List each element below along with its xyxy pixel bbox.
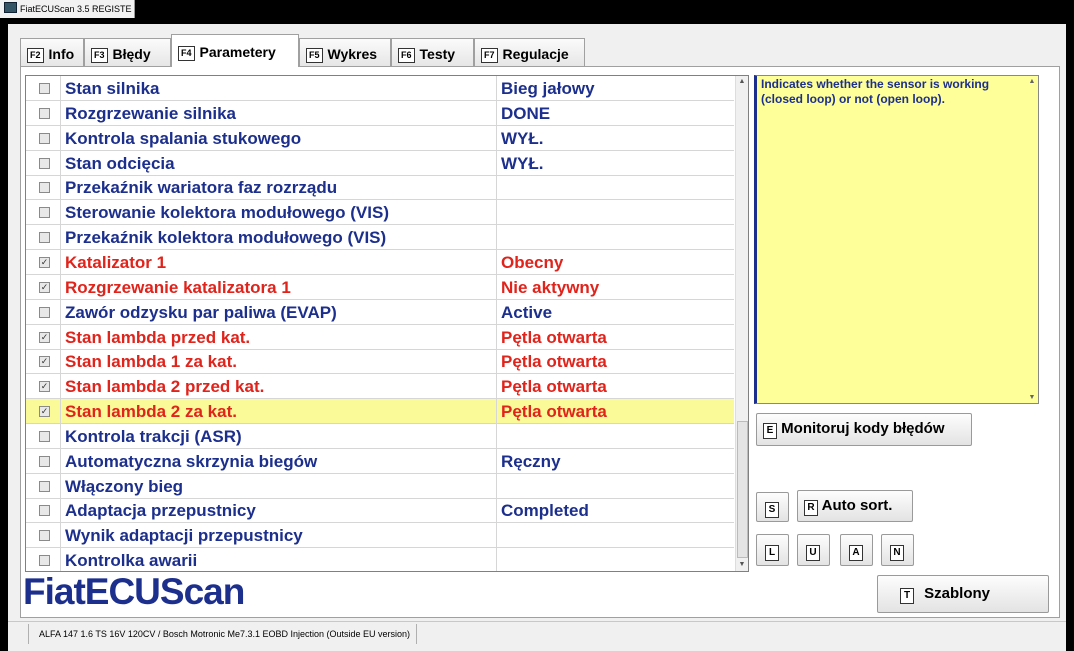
parameters-table [25, 75, 749, 572]
u-button[interactable] [797, 534, 830, 566]
app-icon [4, 2, 17, 13]
parameter-name: Kontrola trakcji (ASR) [65, 426, 242, 446]
column-divider [496, 399, 497, 423]
scroll-down-icon[interactable]: ▼ [1028, 394, 1036, 401]
parameter-name: Stan lambda przed kat. [65, 327, 251, 347]
scroll-thumb[interactable] [737, 421, 748, 558]
row-checkbox[interactable]: ✓ [40, 281, 49, 292]
parameter-name: Stan silnika [65, 79, 160, 98]
scroll-up-icon[interactable]: ▲ [1028, 78, 1036, 85]
column-divider [60, 101, 61, 125]
tab-chart[interactable] [299, 38, 391, 66]
parameter-name: Rozgrzewanie katalizatora 1 [65, 277, 291, 297]
parameter-name: Zawór odzysku par paliwa (EVAP) [65, 302, 337, 322]
parameter-name: Sterowanie kolektora modułowego (VIS) [65, 203, 389, 223]
parameter-value: Active [501, 302, 553, 322]
parameter-name: Kontrolka awarii [65, 551, 198, 571]
column-divider [60, 151, 61, 175]
column-divider [496, 275, 497, 299]
column-divider [496, 126, 497, 150]
table-row[interactable] [26, 200, 734, 225]
parameter-name: Stan lambda 1 za kat. [65, 352, 237, 372]
table-row[interactable] [26, 300, 734, 325]
parameter-name: Przekaźnik kolektora modułowego (VIS) [65, 228, 387, 248]
tab-label: Parametery [199, 44, 276, 60]
table-row[interactable] [26, 101, 734, 126]
column-divider [496, 225, 497, 249]
parameter-value: DONE [501, 103, 551, 123]
row-checkbox[interactable] [39, 431, 50, 442]
table-row[interactable] [26, 151, 734, 176]
row-checkbox[interactable] [39, 530, 50, 541]
title-bar [0, 0, 135, 18]
row-checkbox[interactable] [39, 481, 50, 492]
table-scrollbar[interactable] [735, 76, 748, 571]
f4-key-icon: F4 [178, 46, 195, 61]
description-panel [754, 75, 1039, 404]
parameter-name: Rozgrzewanie silnika [65, 103, 236, 123]
description-text: Indicates whether the sensor is working (closed loop) or not (open loop). [761, 77, 990, 106]
t-key-icon: T [900, 588, 914, 604]
main-window [8, 24, 1066, 651]
button-label: Monitoruj kody błędów [781, 420, 945, 437]
parameter-name: Automatyczna skrzynia biegów [65, 451, 318, 471]
column-divider [60, 200, 61, 224]
parameter-name: Stan odcięcia [65, 153, 175, 173]
table-row[interactable] [26, 225, 734, 250]
templates-button[interactable] [877, 575, 1049, 613]
f2-key-icon: F2 [27, 48, 44, 63]
button-label: Szablony [924, 585, 991, 602]
column-divider [60, 175, 61, 199]
column-divider [60, 349, 61, 373]
table-row[interactable] [26, 349, 734, 374]
column-divider [496, 250, 497, 274]
parameter-value: Completed [501, 501, 589, 521]
parameter-value: WYŁ. [501, 153, 544, 173]
app-logo: FiatECUScan [23, 571, 245, 612]
row-checkbox[interactable] [39, 555, 50, 566]
tab-parameters[interactable] [171, 34, 299, 67]
table-row[interactable] [26, 76, 734, 101]
column-divider [496, 374, 497, 398]
description-scrollbar[interactable] [1026, 76, 1038, 403]
column-divider [60, 474, 61, 498]
row-checkbox[interactable] [39, 133, 50, 144]
parameter-value: Nie aktywny [501, 277, 600, 297]
r-key-icon: R [804, 500, 818, 516]
e-key-icon: E [763, 423, 777, 439]
column-divider [60, 523, 61, 547]
column-divider [496, 175, 497, 199]
parameter-name: Stan lambda 2 za kat. [65, 402, 237, 422]
tab-tests[interactable] [391, 38, 474, 66]
parameter-value: Bieg jałowy [501, 79, 595, 98]
column-divider [60, 76, 61, 100]
parameter-value: Pętla otwarta [501, 327, 607, 347]
l-button[interactable] [756, 534, 789, 566]
a-button[interactable] [840, 534, 873, 566]
row-checkbox[interactable] [39, 83, 50, 94]
parameter-value: Ręczny [501, 451, 561, 471]
row-checkbox[interactable] [39, 505, 50, 516]
tab-label: Info [48, 46, 75, 62]
column-divider [496, 151, 497, 175]
column-divider [60, 374, 61, 398]
parameter-name: Wynik adaptacji przepustnicy [65, 526, 303, 546]
table-row[interactable] [26, 250, 734, 275]
vehicle-status-text: ALFA 147 1.6 TS 16V 120CV / Bosch Motronic Me7.3.1 EOBD Injection (Outside EU version) [28, 624, 417, 644]
auto-sort-button[interactable] [797, 490, 913, 522]
table-row[interactable] [26, 325, 734, 350]
scroll-down-icon[interactable]: ▼ [738, 561, 746, 568]
row-checkbox[interactable]: ✓ [40, 406, 49, 417]
column-divider [496, 325, 497, 349]
column-divider [60, 449, 61, 473]
tab-label: Testy [419, 46, 456, 62]
row-checkbox[interactable] [39, 456, 50, 467]
row-checkbox[interactable] [39, 307, 50, 318]
column-divider [496, 449, 497, 473]
parameter-value: Pętla otwarta [501, 402, 607, 422]
row-checkbox[interactable] [39, 108, 50, 119]
column-divider [496, 474, 497, 498]
column-divider [60, 250, 61, 274]
parameter-name: Katalizator 1 [65, 252, 167, 272]
status-bar [8, 621, 1066, 646]
row-checkbox[interactable] [39, 207, 50, 218]
f7-key-icon: F7 [481, 48, 498, 63]
column-divider [496, 523, 497, 547]
parameter-name: Stan lambda 2 przed kat. [65, 377, 265, 397]
parameter-value: Obecny [501, 252, 564, 272]
parameter-value: WYŁ. [501, 128, 544, 148]
table-row[interactable] [26, 175, 734, 200]
f6-key-icon: F6 [398, 48, 415, 63]
table-row[interactable] [26, 523, 734, 548]
column-divider [496, 498, 497, 522]
column-divider [496, 76, 497, 100]
parameter-value: Pętla otwarta [501, 352, 607, 372]
column-divider [60, 498, 61, 522]
tab-label: Błędy [112, 46, 151, 62]
parameter-name: Włączony bieg [65, 476, 184, 496]
tab-errors[interactable] [84, 38, 171, 66]
table-row[interactable] [26, 275, 734, 300]
table-row[interactable] [26, 126, 734, 151]
table-row[interactable] [26, 449, 734, 474]
tab-info[interactable] [20, 38, 84, 66]
tab-label: Wykres [327, 46, 378, 62]
column-divider [60, 548, 61, 572]
f5-key-icon: F5 [306, 48, 323, 63]
column-divider [60, 424, 61, 448]
row-checkbox[interactable] [39, 182, 50, 193]
row-checkbox[interactable] [39, 158, 50, 169]
table-row[interactable] [26, 374, 734, 399]
n-button[interactable] [881, 534, 914, 566]
tab-label: Regulacje [502, 46, 569, 62]
table-row[interactable] [26, 498, 734, 523]
scroll-up-icon[interactable]: ▲ [738, 78, 746, 85]
tab-adjustments[interactable] [474, 38, 585, 66]
column-divider [496, 200, 497, 224]
row-checkbox[interactable] [39, 232, 50, 243]
row-checkbox[interactable]: ✓ [40, 331, 49, 342]
s-key-icon: S [765, 502, 779, 518]
row-checkbox[interactable]: ✓ [40, 256, 49, 267]
parameter-name: Kontrola spalania stukowego [65, 128, 302, 148]
monitor-error-codes-button[interactable] [756, 413, 972, 446]
column-divider [496, 548, 497, 572]
column-divider [496, 101, 497, 125]
s-button[interactable] [756, 492, 789, 522]
column-divider [60, 126, 61, 150]
row-checkbox[interactable]: ✓ [40, 381, 49, 392]
parameter-name: Przekaźnik wariatora faz rozrządu [65, 178, 338, 198]
f3-key-icon: F3 [91, 48, 108, 63]
column-divider [60, 325, 61, 349]
table-row[interactable] [26, 548, 734, 572]
table-row[interactable] [26, 424, 734, 449]
l-key-icon: L [765, 545, 779, 561]
column-divider [60, 225, 61, 249]
row-checkbox[interactable]: ✓ [40, 356, 49, 367]
a-key-icon: A [849, 545, 863, 561]
u-key-icon: U [806, 545, 820, 561]
column-divider [496, 300, 497, 324]
table-row[interactable] [26, 474, 734, 499]
column-divider [60, 399, 61, 423]
column-divider [496, 349, 497, 373]
window-title: FiatECUScan 3.5 REGISTE [20, 4, 132, 14]
n-key-icon: N [890, 545, 904, 561]
column-divider [60, 275, 61, 299]
table-row[interactable] [26, 399, 734, 424]
parameter-name: Adaptacja przepustnicy [65, 501, 256, 521]
parameter-value: Pętla otwarta [501, 377, 607, 397]
button-label: Auto sort. [821, 497, 893, 514]
column-divider [60, 300, 61, 324]
column-divider [496, 424, 497, 448]
